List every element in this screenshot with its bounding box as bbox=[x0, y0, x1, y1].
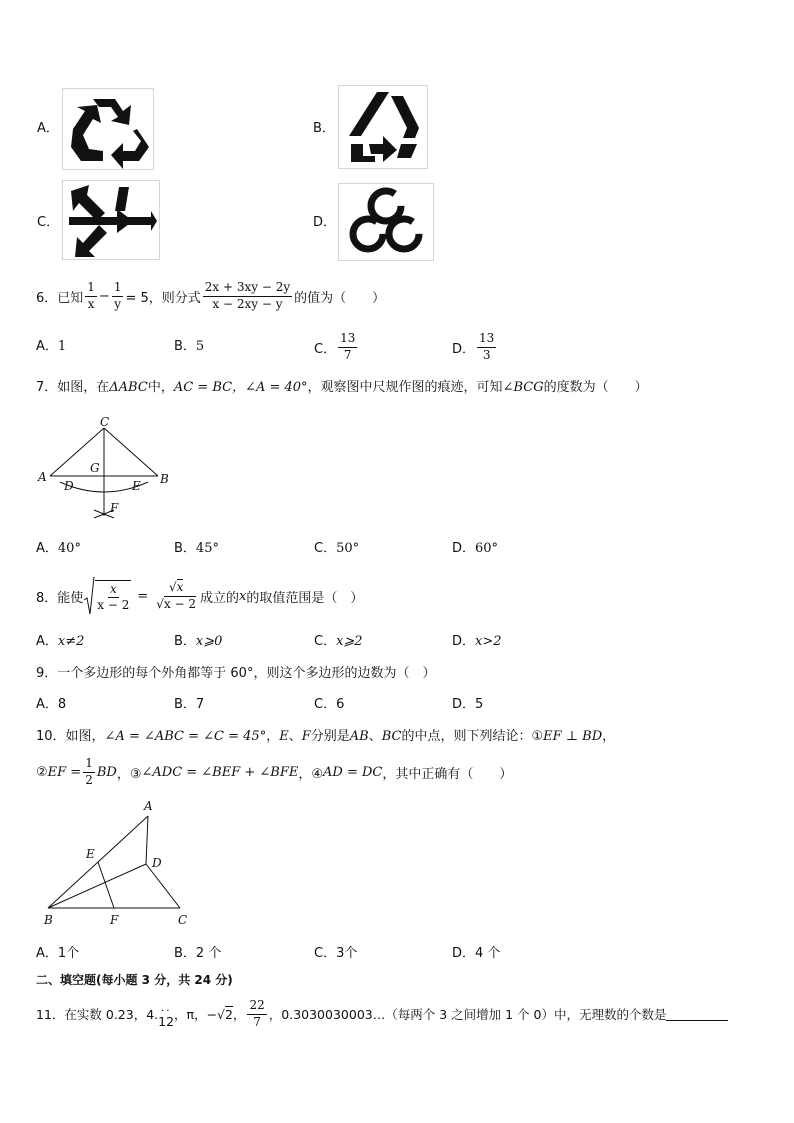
q8-option-c: C．x⩾2 bbox=[314, 634, 363, 649]
question-6-stem bbox=[36, 274, 385, 318]
question-10-options bbox=[36, 947, 556, 963]
q6-option-a: A．1 bbox=[36, 339, 67, 354]
q6-fraction-1 bbox=[85, 281, 97, 310]
q10-option-a: A．1个 bbox=[36, 946, 80, 961]
q6-f3-den: x − 2xy − y bbox=[212, 296, 283, 311]
question-9-options bbox=[36, 698, 556, 714]
q6-f2-num: 1 bbox=[112, 281, 124, 296]
q6-prefix: 6．已知 bbox=[36, 290, 84, 306]
q11-repeating-decimal: ·· 12 bbox=[158, 1004, 175, 1030]
q7-label-c: C bbox=[100, 415, 110, 429]
q10-option-c: C．3个 bbox=[314, 946, 358, 961]
q6-suffix: 的值为（ ） bbox=[294, 290, 386, 306]
option-a-label: A． bbox=[37, 121, 59, 136]
q7-label-e: E bbox=[132, 479, 141, 493]
q10-label-a: A bbox=[144, 799, 153, 813]
q7-label-b: B bbox=[160, 472, 169, 486]
q9-option-d: D．5 bbox=[452, 697, 484, 712]
q7-option-c: C．50° bbox=[314, 541, 360, 556]
q7-label-a: A bbox=[38, 470, 47, 484]
q11-answer-blank[interactable] bbox=[666, 1008, 728, 1021]
q6-f1-num: 1 bbox=[85, 281, 97, 296]
q7-figure bbox=[36, 412, 176, 522]
question-10-line-1: 10．如图，∠A = ∠ABC = ∠C = 45°，E、F分别是AB、BC的中点，则下列结论：①EF ⊥ BD， bbox=[36, 729, 616, 744]
question-10-line-2: ② EF = $\frac{1}{2}$ BD ，③ ∠ADC = ∠BEF + ∠BFE ，④ AD = DC ，其中正确有（ ） bbox=[36, 756, 513, 787]
question-11-stem: 11．在实数 0.23，4. ·· 12 ，π，− √ 2 ， $\frac{22}{7}$ ，0.3030030003…（每两个 3 之间增加 1 个 0）中，无理数的个数是 bbox=[36, 994, 728, 1034]
q10-label-b: B bbox=[44, 913, 53, 927]
option-d-label: D． bbox=[313, 215, 337, 230]
q7-label-f: F bbox=[110, 501, 119, 515]
q10-option-b: B．2 个 bbox=[174, 946, 222, 961]
q7-label-d: D bbox=[64, 479, 74, 493]
triangle-arrows-symbol-icon bbox=[338, 85, 428, 169]
q6-f1-den: x bbox=[87, 296, 95, 311]
question-7-options bbox=[36, 542, 556, 558]
q6-option-d: D． $\frac{13}{3}$ bbox=[452, 331, 495, 362]
q8-radical: $\frac{x}{x - 2}$ bbox=[83, 576, 133, 616]
three-arrows-symbol-icon bbox=[62, 180, 160, 260]
question-8-stem: 8．能使 $\frac{x}{x - 2}$ = $\frac{√x}{√x - 2}$ 成立的 x 的取值范围是（ ） bbox=[36, 574, 363, 618]
q6-fraction-2 bbox=[112, 281, 124, 310]
q6-fraction-3 bbox=[203, 281, 292, 310]
q6-option-b: B．5 bbox=[174, 339, 205, 354]
q8-root-fraction: $\frac{√x}{√x - 2}$ bbox=[156, 580, 197, 611]
q7-label-g: G bbox=[90, 461, 100, 475]
q7-option-b: B．45° bbox=[174, 541, 219, 556]
q8-option-b: B．x⩾0 bbox=[174, 634, 223, 649]
q6-equals: = 5，则分式 bbox=[125, 290, 201, 306]
q7-option-d: D．60° bbox=[452, 541, 499, 556]
option-c-label: C． bbox=[37, 215, 60, 230]
q10-label-c: C bbox=[178, 913, 188, 927]
q9-option-b: B．7 bbox=[174, 697, 205, 712]
q6-f3-num: 2x + 3xy − 2y bbox=[203, 281, 292, 296]
q6-f2-den: y bbox=[114, 296, 122, 311]
q8-option-a: A．x≠2 bbox=[36, 634, 85, 649]
q10-label-f: F bbox=[110, 913, 119, 927]
q9-option-c: C．6 bbox=[314, 697, 345, 712]
question-8-options bbox=[36, 635, 556, 651]
question-9-stem: 9．一个多边形的每个外角都等于 60°，则这个多边形的边数为（ ） bbox=[36, 666, 436, 681]
q10-label-e: E bbox=[86, 847, 95, 861]
q6-minus: − bbox=[98, 288, 110, 304]
q6-option-c: C． $\frac{13}{7}$ bbox=[314, 331, 356, 362]
q9-option-a: A．8 bbox=[36, 697, 67, 712]
recycle-symbol-icon bbox=[62, 88, 154, 170]
q7-option-a: A．40° bbox=[36, 541, 81, 556]
biohazard-rings-symbol-icon bbox=[338, 183, 434, 261]
question-7-stem: 7．如图，在ΔABC中，AC = BC，∠A = 40°，观察图中尺规作图的痕迹，可知∠BCG的度数为（ ） bbox=[36, 380, 648, 395]
q10-label-d: D bbox=[152, 856, 162, 870]
option-b-label: B． bbox=[313, 121, 335, 136]
question-6-options bbox=[36, 326, 556, 368]
q10-figure bbox=[36, 796, 196, 930]
section-2-title: 二、填空题(每小题 3 分，共 24 分) bbox=[36, 973, 233, 987]
q8-option-d: D．x>2 bbox=[452, 634, 502, 649]
q10-option-d: D．4 个 bbox=[452, 946, 501, 961]
